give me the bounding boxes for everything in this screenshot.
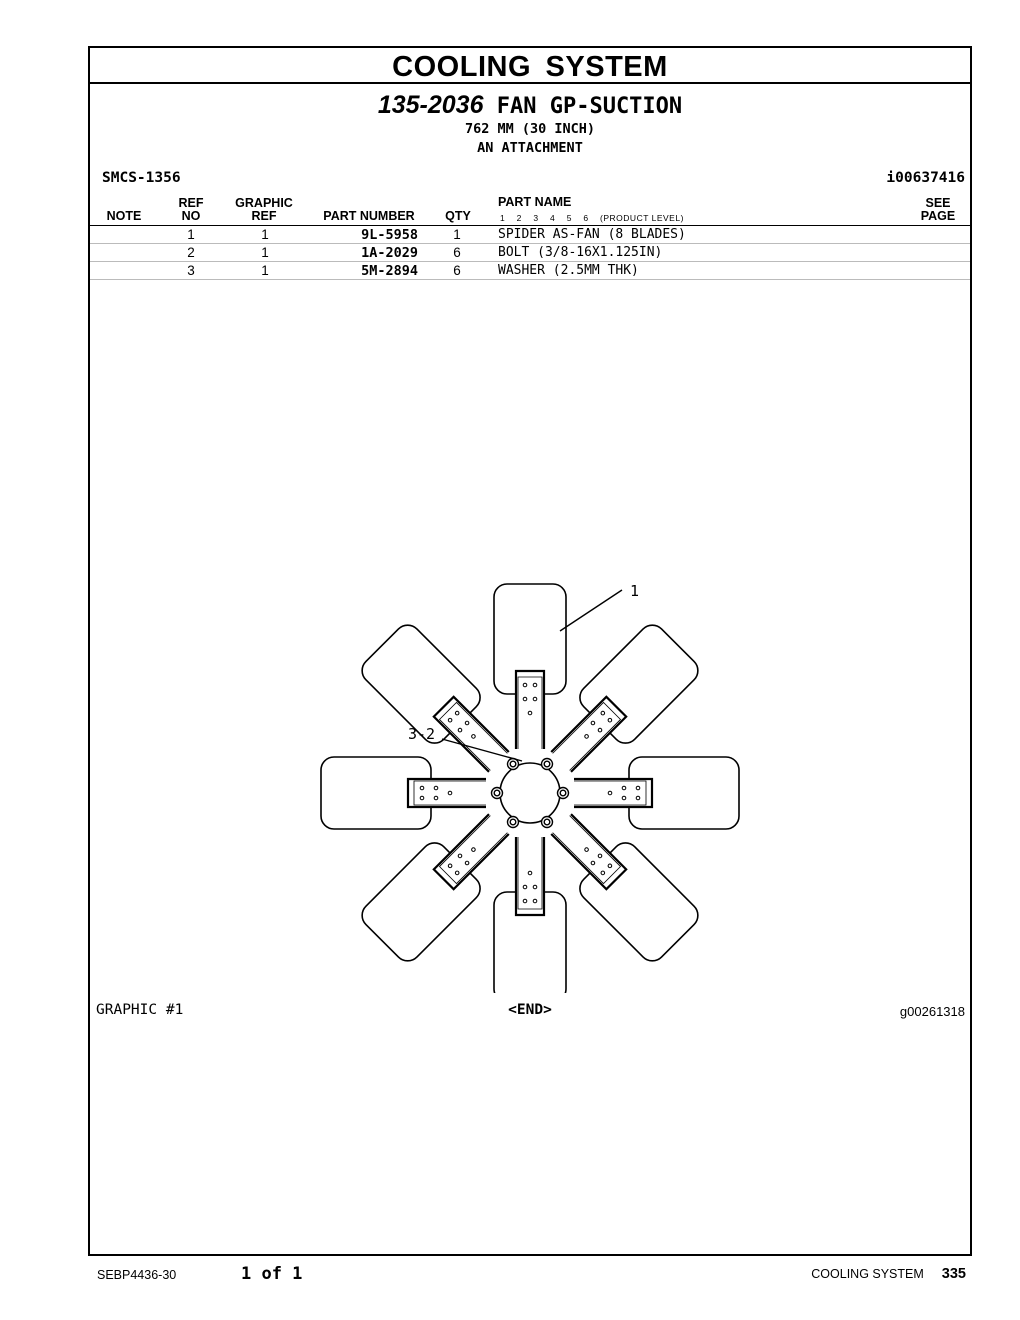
part-number: 1A-2029 bbox=[361, 245, 418, 261]
table-row bbox=[90, 262, 970, 280]
part-number: 5M-2894 bbox=[361, 263, 418, 279]
table-header bbox=[90, 192, 970, 226]
header-part-number: PART NUMBER bbox=[323, 209, 415, 223]
quantity: 6 bbox=[453, 263, 461, 278]
header-graphic-top: GRAPHIC bbox=[235, 196, 293, 210]
group-attachment: AN ATTACHMENT bbox=[477, 140, 583, 156]
ref-no: 2 bbox=[187, 245, 195, 260]
header-ref-top: REF bbox=[178, 196, 204, 210]
part-name: SPIDER AS-FAN (8 BLADES) bbox=[498, 227, 686, 242]
header-see-bottom: PAGE bbox=[920, 209, 956, 223]
quantity: 6 bbox=[453, 245, 461, 260]
callout-leader-1 bbox=[560, 590, 622, 631]
quantity: 1 bbox=[453, 227, 461, 242]
callout-label-3-2: 3-2 bbox=[408, 725, 436, 743]
header-qty: QTY bbox=[445, 209, 471, 223]
part-name: WASHER (2.5MM THK) bbox=[498, 263, 639, 278]
footer-section-name: COOLING SYSTEM bbox=[811, 1267, 924, 1281]
fan-hub bbox=[500, 763, 560, 823]
part-name: BOLT (3/8-16X1.125IN) bbox=[498, 245, 663, 260]
smcs-code: SMCS-1356 bbox=[102, 170, 181, 186]
footer-doc-number: SEBP4436-30 bbox=[97, 1268, 177, 1282]
header-see-top: SEE bbox=[925, 196, 951, 210]
group-heading bbox=[90, 92, 970, 158]
ref-no: 1 bbox=[187, 227, 195, 242]
footer-page-of: 1 of 1 bbox=[241, 1264, 303, 1284]
end-marker: <END> bbox=[508, 1002, 552, 1018]
page-frame bbox=[88, 46, 972, 1256]
group-size: 762 MM (30 INCH) bbox=[464, 121, 596, 137]
header-graphic-bottom: REF bbox=[251, 209, 277, 223]
footer-section bbox=[811, 1266, 966, 1282]
graphic-ref: 1 bbox=[261, 263, 269, 278]
group-name: FAN GP-SUCTION bbox=[496, 94, 683, 119]
group-title-line bbox=[90, 92, 970, 120]
title-bar bbox=[90, 48, 970, 84]
footer-page-number: 335 bbox=[941, 1266, 966, 1282]
graphic-ref: 1 bbox=[261, 227, 269, 242]
group-number: 135-2036 bbox=[377, 91, 484, 119]
header-part-name: PART NAME bbox=[498, 195, 572, 209]
ref-no: 3 bbox=[187, 263, 195, 278]
part-number: 9L-5958 bbox=[361, 227, 418, 243]
section-title: COOLING SYSTEM bbox=[392, 51, 668, 83]
fan-illustration bbox=[310, 543, 750, 993]
table-row bbox=[90, 244, 970, 262]
graphic-label: GRAPHIC #1 bbox=[96, 1002, 184, 1018]
header-ref-bottom: NO bbox=[181, 209, 201, 223]
graphic-ref: 1 bbox=[261, 245, 269, 260]
header-note: NOTE bbox=[106, 209, 142, 223]
callout-label-1: 1 bbox=[630, 582, 640, 600]
header-product-levels: 1 2 3 4 5 6 (PRODUCT LEVEL) bbox=[500, 213, 684, 223]
illustration-id: i00637416 bbox=[886, 170, 965, 186]
table-row bbox=[90, 226, 970, 244]
graphic-id: g00261318 bbox=[899, 1004, 965, 1019]
